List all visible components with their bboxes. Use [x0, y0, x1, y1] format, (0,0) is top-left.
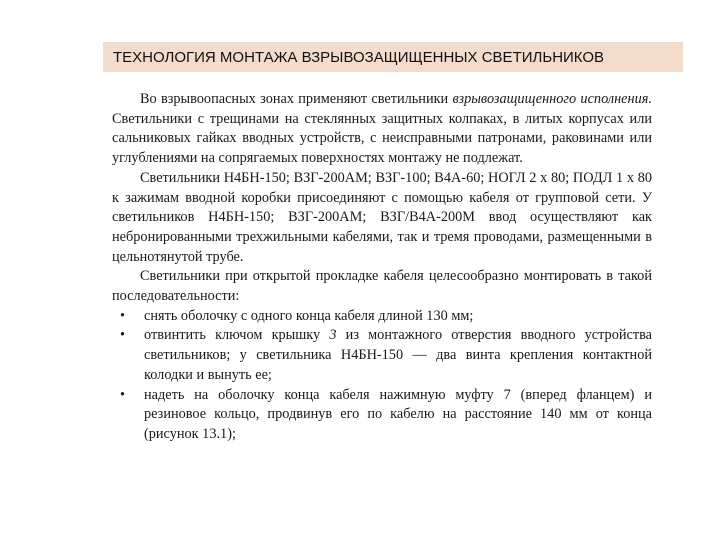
paragraph-intro — [112, 90, 652, 169]
document-body — [112, 90, 652, 445]
paragraph-intro-rest: Светильники с трещинами на стеклянных защитных колпаках, в литых корпусах или сальниковых гайках вводных устройств, с неисправными патронами, раковинами или углублениями на сопрягаемых поверхностях монтажу не подлежат. — [112, 110, 652, 167]
bullet-icon: • — [120, 386, 126, 403]
bullet-icon: • — [120, 307, 126, 324]
list-item — [118, 386, 652, 445]
paragraph-sequence: Светильники при открытой прокладке кабеля целесообразно монтировать в такой последовательности: — [112, 268, 652, 305]
paragraph-intro-italic: взрывозащищенного исполнения. — [452, 91, 652, 107]
list-item-rest: из монтажного отверстия вводного устройства светильников; у светильника Н4БН-150 — два винта крепления контактной колодки и вынуть ее; — [144, 327, 652, 383]
steps-list — [112, 307, 652, 445]
list-item-italic: 3 — [329, 327, 337, 344]
slide-title: ТЕХНОЛОГИЯ МОНТАЖА ВЗРЫВОЗАЩИЩЕННЫХ СВЕТИЛЬНИКОВ — [113, 49, 605, 66]
paragraph-intro-lead: Во взрывоопасных зонах применяют светильники — [140, 91, 453, 107]
list-item-lead: отвинтить ключом крышку — [144, 327, 330, 344]
list-item — [118, 326, 652, 385]
list-item-text: надеть на оболочку конца кабеля нажимную муфту 7 (вперед фланцем) и резиновое кольцо, продвинув его по кабелю на расстояние 140 мм от конца (рисунок 13.1); — [144, 386, 652, 442]
bullet-icon: • — [120, 327, 126, 344]
list-item-text: снять оболочку с одного конца кабеля длиной 130 мм; — [144, 307, 474, 324]
slide-title-bar — [103, 42, 683, 72]
list-item — [118, 307, 652, 327]
paragraph-lamps: Светильники Н4БН-150; ВЗГ-200АМ; ВЗГ-100; В4А-60; НОГЛ 2 х 80; ПОДЛ 1 х 80 к зажимам вводной коробки присоединяют с помощью кабеля от групповой сети. У светильников Н4БН-150; ВЗГ-200АМ; ВЗГ/В4А-200М ввод осуществляют как небронированными трехжильными кабелями, так и тремя проводами, размещенными в цельнотянутой трубе. — [112, 169, 652, 265]
list-item-text — [144, 326, 652, 385]
